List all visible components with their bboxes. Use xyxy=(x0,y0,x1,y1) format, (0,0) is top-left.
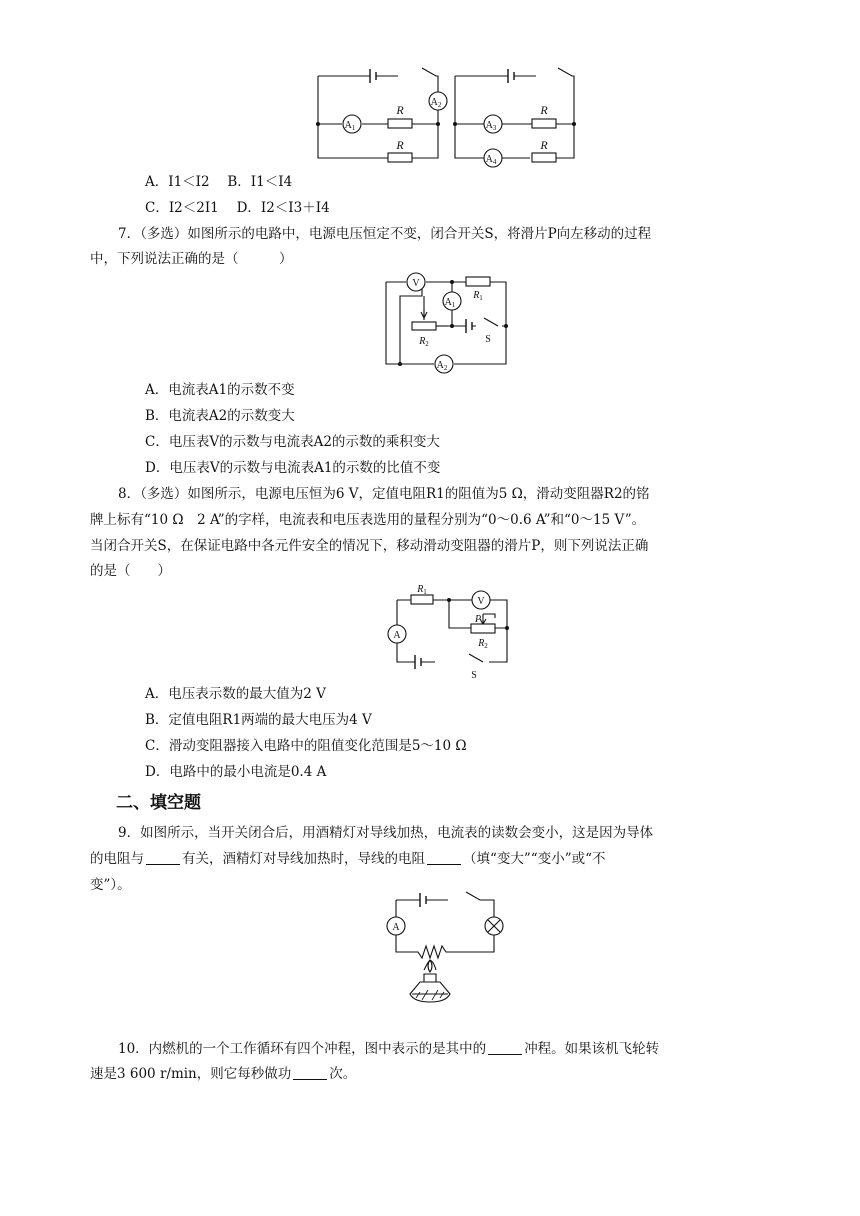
q6-option-b[interactable]: B．I1＜I4 xyxy=(227,174,293,190)
q9-blank-2[interactable] xyxy=(427,850,461,865)
q7-option-d[interactable]: D．电压表V的示数与电流表A1的示数的比值不变 xyxy=(145,460,441,476)
q7-option-b[interactable]: B．电流表A2的示数变大 xyxy=(145,408,295,424)
q9-line3: 变”）。 xyxy=(90,877,131,893)
q7-ammeter-a1-label: $A_1$ xyxy=(444,297,456,309)
q8-r2-label: $R_2$ xyxy=(478,638,488,650)
q10-text-c: 速是3 600 r/min，则它每秒做功 xyxy=(90,1066,292,1082)
q7-circuit-figure xyxy=(380,268,520,378)
q10-text-d: 次。 xyxy=(329,1066,357,1082)
q9-text-a: 的电阻与 xyxy=(90,851,144,867)
q8-ammeter-label: A xyxy=(393,630,401,641)
q6-option-a[interactable]: A．I1＜I2 xyxy=(145,174,210,190)
q7-voltmeter-label: V xyxy=(412,278,420,289)
q6-meter-a3-label: $A_3$ xyxy=(485,120,497,132)
q10-line2 xyxy=(90,1064,356,1084)
q8-switch-label: S xyxy=(471,670,477,681)
q8-stem-line4: 的是（ ） xyxy=(90,563,171,579)
q7-option-a[interactable]: A．电流表A1的示数不变 xyxy=(145,382,295,398)
q9-circuit-figure xyxy=(380,890,510,1015)
q7-switch-label: S xyxy=(485,334,491,345)
q6-circuit-figure xyxy=(300,66,600,176)
q6-c2-resistor-mid-label: R xyxy=(540,103,548,117)
q8-stem-line2: 牌上标有“10 Ω 2 A”的字样，电流表和电压表选用的量程分别为“0～0.6 A”和“0～15 V”。 xyxy=(90,512,646,528)
q9-line1: 9．如图所示，当开关闭合后，用酒精灯对导线加热，电流表的读数会变小，这是因为导体 xyxy=(118,825,654,841)
q8-stem-line3: 当闭合开关S，在保证电路中各元件安全的情况下，移动滑动变阻器的滑片P，则下列说法正确 xyxy=(90,538,649,554)
q6-options-ab xyxy=(145,172,292,192)
q10-text-a: 10．内燃机的一个工作循环有四个冲程，图中表示的是其中的 xyxy=(118,1041,487,1057)
q10-blank-2[interactable] xyxy=(293,1065,327,1080)
q7-stem-line1: 7．（多选）如图所示的电路中，电源电压恒定不变，闭合开关S，将滑片P向左移动的过程 xyxy=(118,226,652,242)
q9-text-c: （填“变大”“变小”或“不 xyxy=(463,851,606,867)
q7-r2-label: $R_2$ xyxy=(419,336,429,348)
q8-option-d[interactable]: D．电路中的最小电流是0.4 A xyxy=(145,764,327,780)
q9-text-b: 有关，酒精灯对导线加热时，导线的电阻 xyxy=(182,851,425,867)
q8-voltmeter-label: V xyxy=(477,596,485,607)
q7-option-c[interactable]: C．电压表V的示数与电流表A2的示数的乘积变大 xyxy=(145,434,440,450)
q10-text-b: 冲程。如果该机飞轮转 xyxy=(524,1041,660,1057)
q8-circuit-figure xyxy=(385,580,515,680)
q6-c2-resistor-bot-label: R xyxy=(540,138,548,152)
q10-blank-1[interactable] xyxy=(488,1040,522,1055)
q8-option-a[interactable]: A．电压表示数的最大值为2 V xyxy=(145,686,326,702)
section-heading-fill-in: 二、填空题 xyxy=(116,793,201,813)
q7-stem-line2: 中，下列说法正确的是（ ） xyxy=(90,251,293,267)
q9-ammeter-label: A xyxy=(392,922,400,933)
q6-meter-a2-label: $A_2$ xyxy=(430,97,442,109)
q6-option-d[interactable]: D．I2＜I3＋I4 xyxy=(236,200,330,216)
q8-option-b[interactable]: B．定值电阻R1两端的最大电压为4 V xyxy=(145,712,372,728)
q8-option-c[interactable]: C．滑动变阻器接入电路中的阻值变化范围是5～10 Ω xyxy=(145,738,467,754)
q8-slider-p-label: P xyxy=(474,614,482,625)
q8-r1-label: $R_1$ xyxy=(417,584,427,596)
q6-c1-resistor-bot-label: R xyxy=(396,138,404,152)
q6-meter-a1-label: $A_1$ xyxy=(344,120,356,132)
q6-option-c[interactable]: C．I2＜2I1 xyxy=(145,200,219,216)
q9-line2 xyxy=(90,849,606,869)
q7-ammeter-a2-label: $A_2$ xyxy=(436,360,448,372)
q7-r1-label: $R_1$ xyxy=(473,290,483,302)
q10-line1 xyxy=(118,1039,659,1059)
q6-c1-resistor-mid-label: R xyxy=(396,103,404,117)
q6-options-cd xyxy=(145,198,330,218)
q9-blank-1[interactable] xyxy=(146,850,180,865)
q8-stem-line1: 8．（多选）如图所示，电源电压恒为6 V，定值电阻R1的阻值为5 Ω，滑动变阻器R2的铭 xyxy=(118,486,650,502)
q6-meter-a4-label: $A_4$ xyxy=(485,154,497,166)
